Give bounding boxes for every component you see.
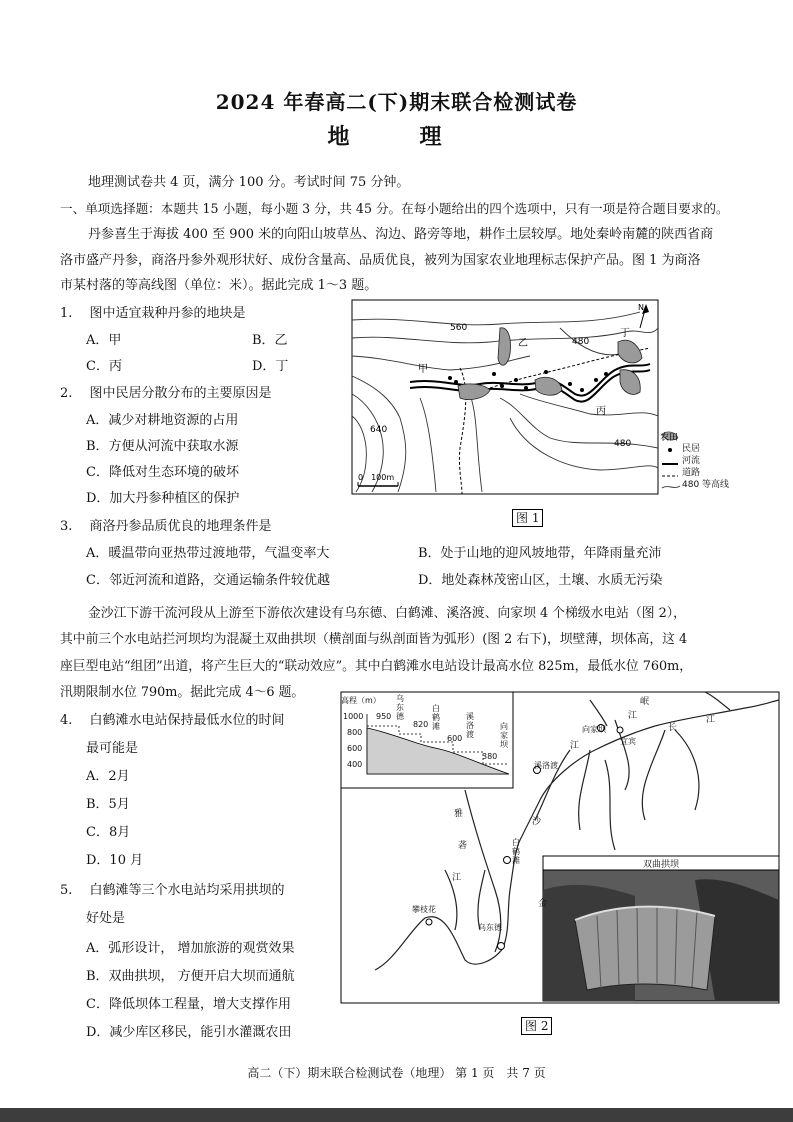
question-3-option-b[interactable]: B．处于山地的迎风坡地带，年降雨量充沛: [418, 546, 662, 561]
question-5-option-b[interactable]: B．双曲拱坝， 方便开启大坝而通航: [86, 969, 295, 984]
passage1-line1: 丹参喜生于海拔 400 至 900 米的向阳山坡草丛、沟边、路旁等地，耕作土层较厚。地处秦岭南麓的陕西省商: [88, 227, 714, 242]
plot-yi: 乙: [518, 338, 528, 349]
profile-ytick-600: 600: [347, 744, 363, 753]
passage1-line3: 市某村落的等高线图（单位：米）。据此完成 1～3 题。: [60, 278, 378, 293]
contour-label-560: 560: [450, 323, 468, 333]
profile-ytick-400: 400: [347, 760, 363, 769]
question-1-option-a[interactable]: A．甲: [86, 333, 122, 348]
legend-river: 河流: [682, 456, 701, 466]
plot-ding: 丁: [620, 328, 630, 339]
plot-jia: 甲: [418, 364, 428, 375]
question-3-option-a[interactable]: A．暖温带向亚热带过渡地带，气温变率大: [86, 546, 330, 561]
passage2-line1: 金沙江下游干流河段从上游至下游依次建设有乌东德、白鹤滩、溪洛渡、向家坝 4 个梯级水电站（图 2），: [88, 606, 686, 621]
contour-label-480-a: 480: [572, 337, 590, 347]
question-4-option-a[interactable]: A．2月: [86, 769, 130, 784]
label-jin: 金: [538, 899, 548, 909]
figure-2-river-map: [335, 690, 781, 1008]
profile-level-950: 950: [376, 712, 392, 721]
city-panzhihua-icon: [426, 919, 432, 925]
question-5-stem-cont: 好处是: [86, 911, 126, 926]
page-footer: 高二（下）期末联合检测试卷（地理） 第 1 页 共 7 页: [247, 1066, 546, 1080]
label-minjiang-jiang: 江: [628, 711, 638, 721]
label-jiang-2: 江: [570, 741, 580, 751]
elevation-profile-inset: [341, 692, 513, 788]
question-5-option-a[interactable]: A．弧形设计， 增加旅游的观赏效果: [86, 941, 295, 956]
contour-label-480-b: 480: [614, 439, 632, 449]
label-ya: 雅: [454, 809, 464, 819]
dam-wudongde-icon: [498, 943, 505, 950]
question-1-option-c[interactable]: C．丙: [86, 359, 122, 374]
question-2-stem: 2. 图中民居分散分布的主要原因是: [60, 386, 272, 401]
label-jiang-ya: 江: [452, 873, 462, 883]
question-5-option-c[interactable]: C．降低坝体工程量，增大支撑作用: [86, 997, 291, 1012]
contour-label-640: 640: [370, 425, 388, 435]
question-4-option-d[interactable]: D．10 月: [86, 853, 144, 868]
profile-ytick-800: 800: [347, 728, 363, 737]
question-4-option-b[interactable]: B．5月: [86, 797, 130, 812]
profile-level-600: 600: [447, 734, 463, 743]
label-sha: 沙: [532, 817, 542, 827]
question-5-option-d[interactable]: D．减少库区移民，能引水灌溉农田: [86, 1025, 292, 1040]
label-min: 岷: [640, 697, 650, 707]
question-4-option-c[interactable]: C．8月: [86, 825, 131, 840]
question-3-stem: 3. 商洛丹参品质优良的地理条件是: [60, 519, 272, 534]
question-2-option-a[interactable]: A．减少对耕地资源的占用: [86, 413, 239, 428]
question-3-option-c[interactable]: C．邻近河流和道路，交通运输条件较优越: [86, 573, 330, 588]
label-xiangjiaba: 向家坝: [582, 725, 606, 734]
passage1-line2: 洛市盛产丹参，商洛丹参外观形状好、成份含量高、品质优良，被列为国家农业地理标志保护产品。图 1 为商洛: [60, 253, 701, 268]
legend-road: 道路: [682, 468, 701, 478]
question-5-stem: 5. 白鹤滩等三个水电站均采用拱坝的: [60, 883, 285, 898]
subject-title: 地 理: [327, 124, 466, 150]
plot-bing: 丙: [596, 406, 606, 417]
label-chang: 长: [668, 723, 678, 733]
arch-dam-photo: [543, 856, 779, 1001]
section-heading: 一、单项选择题：本题共 15 小题，每小题 3 分，共 45 分。在每小题给出的四个选项中，只有一项是符合题目要求的。: [60, 201, 729, 216]
question-4-stem-cont: 最可能是: [86, 741, 139, 756]
question-2-option-b[interactable]: B．方便从河流中获取水源: [86, 439, 239, 454]
profile-station-xiangjiaba: 向家坝: [500, 722, 508, 749]
question-4-stem: 4. 白鹤滩水电站保持最低水位的时间: [60, 713, 285, 728]
label-yibin: 宜宾: [620, 737, 636, 746]
label-panzhihua: 攀枝花: [412, 905, 436, 914]
photo-title: 双曲拱坝: [642, 860, 679, 870]
label-xiluodu: 溪洛渡: [534, 761, 558, 770]
question-3-option-d[interactable]: D．地处森林茂密山区，土壤、水质无污染: [418, 573, 663, 588]
legend-contour: 480 等高线: [682, 480, 730, 490]
label-wudongde: 乌东德: [478, 923, 502, 932]
label-changjiang-jiang: 江: [706, 715, 716, 725]
profile-level-380: 380: [482, 752, 498, 761]
profile-station-wudongde: 乌东德: [396, 694, 404, 721]
legend-houses: 民居: [682, 444, 701, 454]
figure-1-legend-labels: [682, 433, 729, 491]
question-2-option-d[interactable]: D．加大丹参种植区的保护: [86, 491, 240, 506]
question-1-stem: 1. 图中适宜栽种丹参的地块是: [60, 306, 246, 321]
scale-label: 0 100m: [358, 473, 395, 482]
city-yibin-icon: [617, 727, 623, 733]
dam-baihetan-icon: [504, 857, 511, 864]
label-baihetan: 白鹤滩: [512, 838, 520, 865]
north-label: N: [638, 303, 644, 312]
question-1-option-b[interactable]: B．乙: [252, 333, 288, 348]
figure-1-legend: [660, 431, 680, 488]
exam-intro: 地理测试卷共 4 页，满分 100 分。考试时间 75 分钟。: [88, 175, 410, 190]
figure-2-caption: 图 2: [521, 1017, 552, 1035]
profile-level-820: 820: [413, 720, 429, 729]
question-1-option-d[interactable]: D．丁: [252, 359, 289, 374]
profile-ylabel: 高程（m）: [341, 696, 381, 705]
passage2-line4: 汛期限制水位 790m。据此完成 4～6 题。: [60, 685, 305, 700]
passage2-line3: 座巨型电站“组团”出道，将产生巨大的“联动效应”。其中白鹤滩水电站设计最高水位 825m，最低水位 760m，: [60, 659, 693, 674]
label-long: 砻: [458, 841, 468, 851]
figure-1-contour-map: [350, 298, 690, 498]
legend-farmland: 农田: [660, 433, 679, 443]
profile-station-baihetan: 白鹤滩: [432, 704, 440, 731]
figure-1-caption: 图 1: [512, 509, 543, 527]
profile-station-xiluodu: 溪洛渡: [466, 712, 474, 739]
question-2-option-c[interactable]: C．降低对生态环境的破坏: [86, 465, 239, 480]
passage2-line2: 其中前三个水电站拦河坝均为混凝土双曲拱坝（横剖面与纵剖面皆为弧形）(图 2 右下)，坝壁薄，坝体高，这 4: [60, 632, 688, 647]
exam-title: 2024 年春高二(下)期末联合检测试卷: [215, 90, 578, 114]
bottom-rule: [0, 1108, 793, 1122]
profile-ytick-1000: 1000: [343, 712, 364, 721]
